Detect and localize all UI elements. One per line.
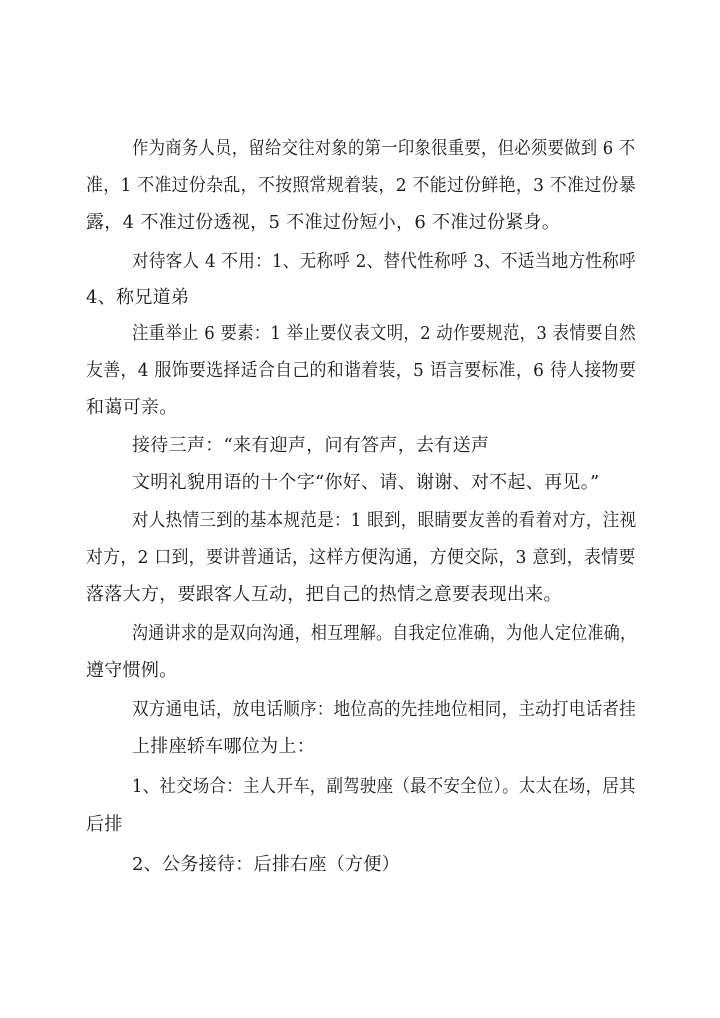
paragraph-line: 双方通电话，放电话顺序：地位高的先挂地位相同，主动打电话者挂	[132, 699, 636, 720]
paragraph-line: 4、称兄道弟	[86, 287, 190, 308]
paragraph-line: 沟通讲求的是双向沟通，相互理解。自我定位准确，为他人定位准确，	[132, 623, 637, 644]
paragraph-line: 和蔼可亲。	[86, 397, 178, 418]
paragraph-line: 注重举止 6 要素：1 举止要仪表文明，2 动作要规范，3 表情要自然	[132, 323, 636, 344]
paragraph-line: 作为商务人员，留给交往对象的第一印象很重要，但必须要做到 6 不	[132, 138, 636, 159]
paragraph-line: 露，4 不准过份透视，5 不准过份短小，6 不准过份紧身。	[86, 212, 561, 233]
paragraph-line: 上排座轿车哪位为上：	[132, 736, 315, 757]
paragraph-line: 准，1 不准过份杂乱，不按照常规着装，2 不能过份鲜艳，3 不准过份暴	[86, 175, 637, 196]
paragraph-line: 对待客人 4 不用：1、无称呼 2、替代性称呼 3、不适当地方性称呼	[132, 251, 636, 272]
paragraph-line: 1、社交场合：主人开车，副驾驶座（最不安全位）。太太在场，居其	[132, 776, 636, 797]
paragraph-line: 文明礼貌用语的十个字“你好、请、谢谢、对不起、再见。”	[132, 472, 600, 493]
paragraph-line: 接待三声：“来有迎声，问有答声，去有送声	[132, 435, 490, 456]
paragraph-line: 2、公务接待：后排右座（方便）	[132, 854, 400, 875]
paragraph-line: 后排	[86, 814, 123, 835]
paragraph-line: 对方，2 口到，要讲普通话，这样方便沟通，方便交际，3 意到，表情要	[86, 547, 636, 568]
paragraph-line: 落落大方，要跟客人互动，把自己的热情之意要表现出来。	[86, 584, 562, 605]
paragraph-line: 遵守惯例。	[86, 660, 178, 681]
paragraph-line: 友善，4 服饰要选择适合自己的和谐着装，5 语言要标准，6 待人接物要	[86, 360, 637, 381]
paragraph-line: 对人热情三到的基本规范是：1 眼到，眼睛要友善的看着对方，注视	[132, 510, 637, 531]
